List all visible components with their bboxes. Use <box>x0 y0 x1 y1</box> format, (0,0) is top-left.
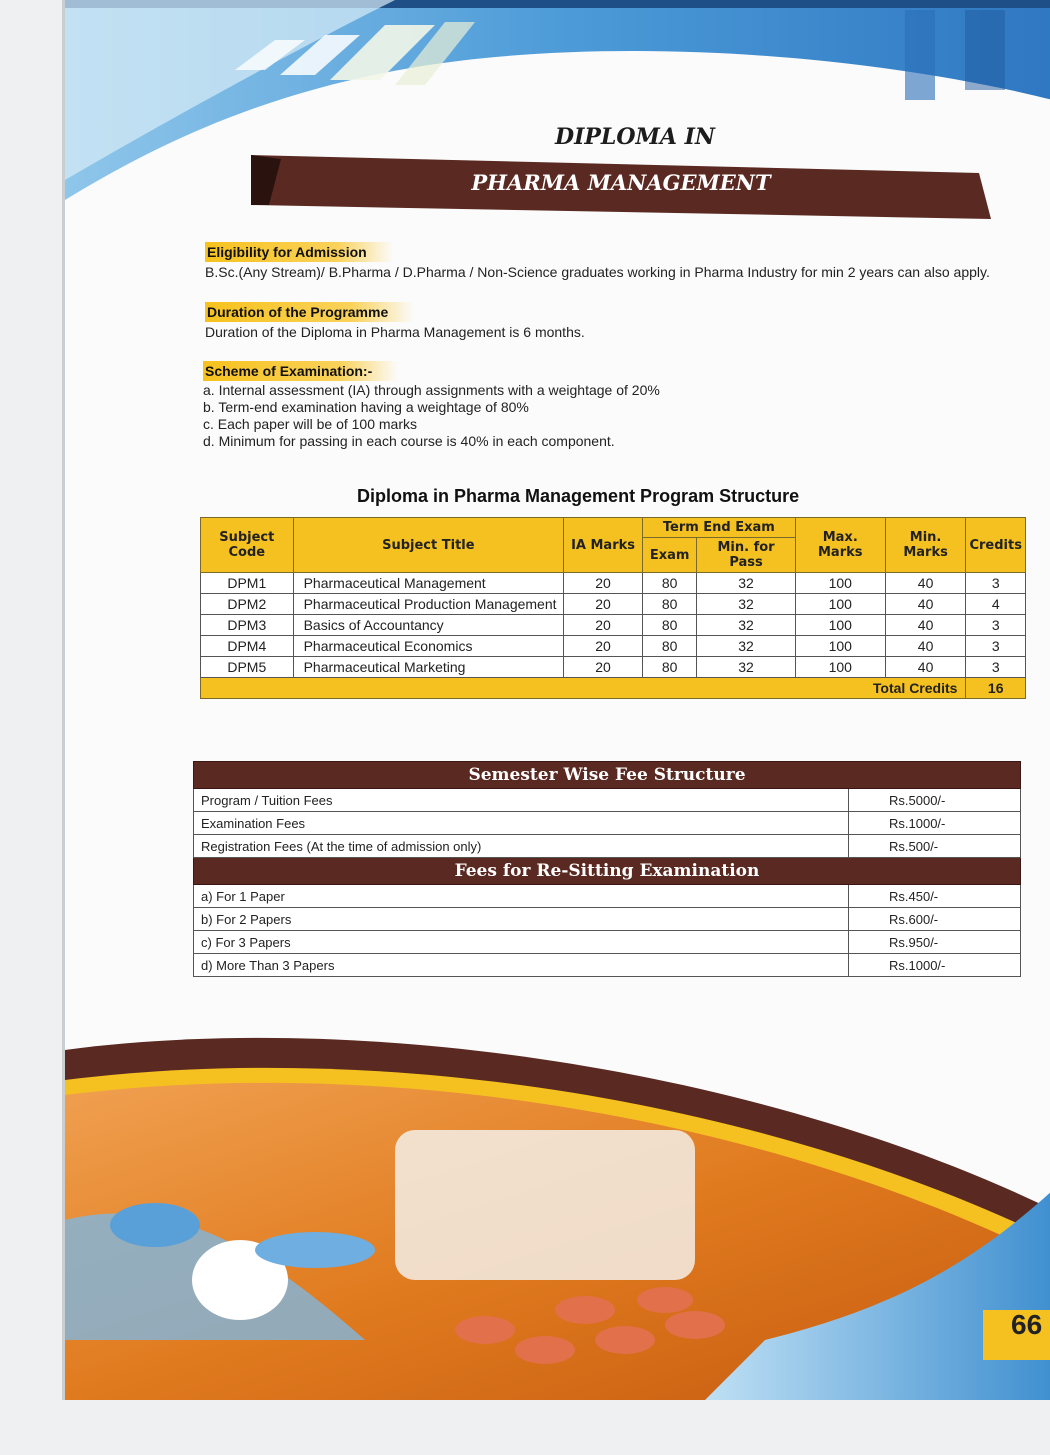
min-marks: 40 <box>885 594 966 615</box>
resit-fee-row <box>194 885 1021 908</box>
subject-code: DPM5 <box>201 657 294 678</box>
resit-fee-amount: Rs.950/- <box>849 931 1021 954</box>
program-structure-table <box>200 517 1026 699</box>
min-for-pass: 32 <box>697 594 795 615</box>
credits: 3 <box>966 573 1026 594</box>
resit-fee-label: d) More Than 3 Papers <box>194 954 849 977</box>
ia-marks: 20 <box>564 657 643 678</box>
credits: 4 <box>966 594 1026 615</box>
header-subject-code: Subject Code <box>201 518 294 573</box>
title-pharma-management: PHARMA MANAGEMENT <box>471 170 771 195</box>
fee-structure-table <box>193 761 1021 977</box>
ia-marks: 20 <box>564 573 643 594</box>
resit-fee-amount: Rs.600/- <box>849 908 1021 931</box>
min-for-pass: 32 <box>697 573 795 594</box>
subject-code: DPM2 <box>201 594 294 615</box>
exam-marks: 80 <box>642 573 696 594</box>
header-ia-marks: IA Marks <box>564 518 643 573</box>
subject-code: DPM1 <box>201 573 294 594</box>
ia-marks: 20 <box>564 636 643 657</box>
header-min-marks: Min. Marks <box>885 518 966 573</box>
duration-text: Duration of the Diploma in Pharma Management is 6 months. <box>205 324 585 340</box>
program-structure-title: Diploma in Pharma Management Program Structure <box>357 486 800 506</box>
resit-fee-label: a) For 1 Paper <box>194 885 849 908</box>
min-marks: 40 <box>885 615 966 636</box>
resit-fee-amount: Rs.1000/- <box>849 954 1021 977</box>
min-for-pass: 32 <box>697 636 795 657</box>
header-max-marks: Max. Marks <box>795 518 885 573</box>
exam-marks: 80 <box>642 636 696 657</box>
resit-fee-label: c) For 3 Papers <box>194 931 849 954</box>
fee-row <box>194 789 1021 812</box>
total-credits-row <box>201 678 1026 699</box>
scheme-item: a. Internal assessment (IA) through assignments with a weightage of 20% <box>203 382 660 398</box>
fee-amount: Rs.5000/- <box>849 789 1021 812</box>
fee-structure-title: Semester Wise Fee Structure <box>194 762 1021 789</box>
ia-marks: 20 <box>564 594 643 615</box>
scheme-item: d. Minimum for passing in each course is 40% in each component. <box>203 433 615 449</box>
eligibility-heading: Eligibility for Admission <box>205 242 393 262</box>
brochure-page <box>62 0 1050 1400</box>
scheme-item: c. Each paper will be of 100 marks <box>203 416 417 432</box>
title-diploma-in: DIPLOMA IN <box>555 124 716 150</box>
subject-title: Pharmaceutical Management <box>293 573 564 594</box>
table-row <box>201 594 1026 615</box>
subject-code: DPM4 <box>201 636 294 657</box>
max-marks: 100 <box>795 594 885 615</box>
credits: 3 <box>966 636 1026 657</box>
credits: 3 <box>966 615 1026 636</box>
resit-fee-row <box>194 954 1021 977</box>
min-marks: 40 <box>885 573 966 594</box>
max-marks: 100 <box>795 615 885 636</box>
resit-fee-label: b) For 2 Papers <box>194 908 849 931</box>
credits: 3 <box>966 657 1026 678</box>
bottom-pills-image <box>65 1010 1050 1400</box>
header-exam: Exam <box>642 538 696 573</box>
resit-fees-title: Fees for Re-Sitting Examination <box>194 858 1021 885</box>
max-marks: 100 <box>795 636 885 657</box>
subject-code: DPM3 <box>201 615 294 636</box>
eligibility-text: B.Sc.(Any Stream)/ B.Pharma / D.Pharma / Non-Science graduates working in Pharma Industry for min 2 years can also apply. <box>205 264 990 280</box>
subject-title: Pharmaceutical Economics <box>293 636 564 657</box>
subject-title: Pharmaceutical Production Management <box>293 594 564 615</box>
table-row <box>201 657 1026 678</box>
table-row <box>201 615 1026 636</box>
resit-fee-row <box>194 931 1021 954</box>
fee-label: Registration Fees (At the time of admission only) <box>194 835 849 858</box>
table-row <box>201 573 1026 594</box>
max-marks: 100 <box>795 573 885 594</box>
fee-amount: Rs.500/- <box>849 835 1021 858</box>
table-row <box>201 636 1026 657</box>
scheme-list <box>203 382 660 450</box>
scheme-heading: Scheme of Examination:- <box>203 361 398 381</box>
total-credits-label: Total Credits <box>201 678 966 699</box>
fee-label: Program / Tuition Fees <box>194 789 849 812</box>
fee-amount: Rs.1000/- <box>849 812 1021 835</box>
exam-marks: 80 <box>642 594 696 615</box>
min-for-pass: 32 <box>697 615 795 636</box>
resit-fee-amount: Rs.450/- <box>849 885 1021 908</box>
exam-marks: 80 <box>642 657 696 678</box>
fee-label: Examination Fees <box>194 812 849 835</box>
ia-marks: 20 <box>564 615 643 636</box>
total-credits-value: 16 <box>966 678 1026 699</box>
min-for-pass: 32 <box>697 657 795 678</box>
scheme-item: b. Term-end examination having a weightage of 80% <box>203 399 529 415</box>
subject-title: Basics of Accountancy <box>293 615 564 636</box>
fee-row <box>194 835 1021 858</box>
subject-title: Pharmaceutical Marketing <box>293 657 564 678</box>
fee-row <box>194 812 1021 835</box>
header-term-end-exam: Term End Exam <box>642 518 795 538</box>
header-min-for-pass: Min. for Pass <box>697 538 795 573</box>
page-number: 66 <box>1011 1309 1043 1340</box>
duration-heading: Duration of the Programme <box>205 302 414 322</box>
header-credits: Credits <box>966 518 1026 573</box>
max-marks: 100 <box>795 657 885 678</box>
min-marks: 40 <box>885 657 966 678</box>
resit-fee-row <box>194 908 1021 931</box>
header-subject-title: Subject Title <box>293 518 564 573</box>
exam-marks: 80 <box>642 615 696 636</box>
min-marks: 40 <box>885 636 966 657</box>
